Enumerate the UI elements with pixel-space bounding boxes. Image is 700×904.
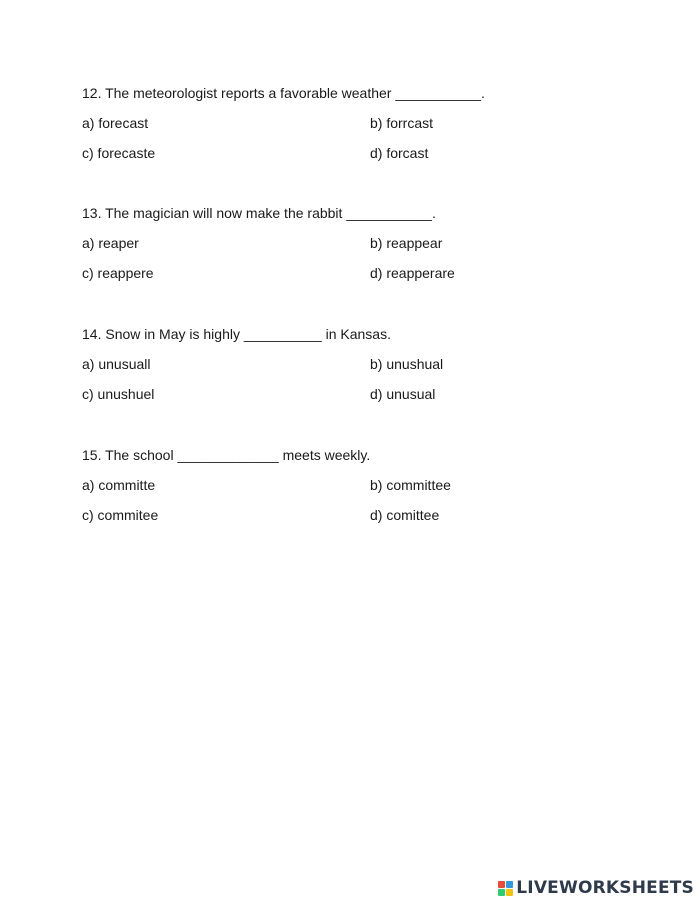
option-b[interactable]: b) forrcast	[370, 115, 434, 131]
option-a[interactable]: a) committe	[82, 477, 156, 493]
option-d[interactable]: d) comittee	[370, 507, 440, 523]
options-row	[82, 476, 622, 494]
question-stem: 14. Snow in May is highly __________ in Kansas.	[82, 326, 391, 342]
option-d[interactable]: d) forcast	[370, 145, 429, 161]
question-stem: 13. The magician will now make the rabbit ___________.	[82, 205, 436, 221]
options-row	[82, 385, 622, 403]
question-13	[82, 204, 622, 282]
option-c[interactable]: c) reappere	[82, 265, 154, 281]
option-b[interactable]: b) reappear	[370, 235, 443, 251]
liveworksheets-logo	[498, 878, 694, 898]
option-b[interactable]: b) unushual	[370, 356, 444, 372]
logo-square-icon	[506, 889, 513, 896]
option-c[interactable]: c) unushuel	[82, 386, 155, 402]
options-row	[82, 114, 622, 132]
question-stem: 15. The school _____________ meets weekly.	[82, 447, 371, 463]
logo-square-icon	[498, 889, 505, 896]
question-15	[82, 446, 622, 524]
logo-square-icon	[506, 881, 513, 888]
logo-square-icon	[498, 881, 505, 888]
option-c[interactable]: c) commitee	[82, 507, 159, 523]
option-d[interactable]: d) unusual	[370, 386, 436, 402]
question-stem: 12. The meteorologist reports a favorable weather ___________.	[82, 85, 485, 101]
option-b[interactable]: b) committee	[370, 477, 451, 493]
options-row	[82, 144, 622, 162]
question-12	[82, 84, 622, 162]
option-a[interactable]: a) forecast	[82, 115, 149, 131]
logo-text: LIVEWORKSHEETS	[516, 878, 694, 898]
option-c[interactable]: c) forecaste	[82, 145, 156, 161]
question-14	[82, 325, 622, 403]
options-row	[82, 506, 622, 524]
options-row	[82, 264, 622, 282]
option-a[interactable]: a) reaper	[82, 235, 139, 251]
option-a[interactable]: a) unusuall	[82, 356, 151, 372]
options-row	[82, 234, 622, 252]
logo-grid-icon	[498, 881, 513, 896]
options-row	[82, 355, 622, 373]
option-d[interactable]: d) reapperare	[370, 265, 455, 281]
